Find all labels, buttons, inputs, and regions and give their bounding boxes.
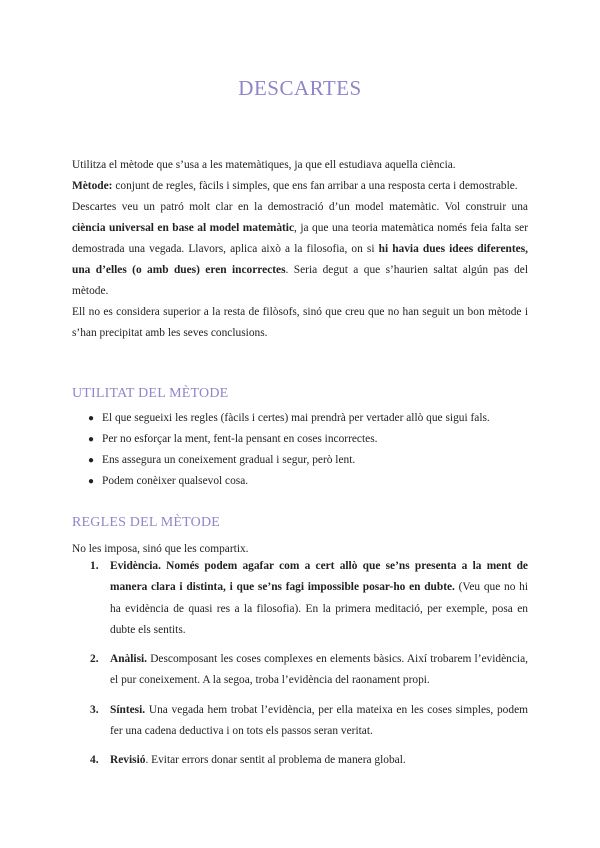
regles-heading: REGLES DEL MÈTODE — [72, 515, 221, 530]
list-item: 2. Anàlisi. Descomposant les coses complexes en elements bàsics. Així trobarem l’evidència, el pur coneixement. A la segoa, troba l’evidència del raonament propi. — [90, 653, 528, 687]
rule-title: Síntesi. — [110, 703, 146, 716]
list-item: 1. Evidència. Només podem agafar com a cert allò que se’ns presenta a la ment de manera clara i distinta, i que se’ns fagi impossible posar-ho en dubte. (Veu que no hi ha evidència de quasi res a la filosofia). En la primera meditació, per exemple, posa en dubte els sentits. — [90, 560, 528, 636]
intro-section — [72, 155, 528, 344]
regles-intro: No les imposa, sinó que les compartix. — [72, 543, 249, 555]
intro-paragraph-3: Descartes veu un patró molt clar en la demostració d’un model matemàtic. Vol construir una ciència universal en base al model matemàtic, ja que una teoria matemàtica només feia falta ser demostrada una vegada. Llavors, aplica això a la filosofia, on si hi havia dues idees diferentes, una d’elles (o amb dues) eren incorrectes. Seria degut a que s’haurien saltat algún pas del mètode. — [72, 201, 528, 297]
list-item: ● El que segueixi les regles (fàcils i certes) mai prendrà per vertader allò que sigui fals. — [72, 408, 528, 429]
list-item: 3. Síntesi. Una vegada hem trobat l’evidència, per ella mateixa en les coses simples, podem fer una cadena deductiva i on tots els passos seran veritat. — [90, 703, 528, 738]
intro-paragraph-1: Utilitza el mètode que s’usa a les matemàtiques, ja que ell estudiava aquella ciència. — [72, 159, 456, 171]
bullet-icon: ● — [88, 434, 95, 445]
intro-paragraph-4: Ell no es considera superior a la resta de filòsofs, sinó que creu que no han seguit un bon mètode i s’han precipitat amb les seves conclusions. — [72, 306, 528, 339]
rule-title: Anàlisi. — [110, 653, 148, 666]
list-item: ● Per no esforçar la ment, fent-la pensant en coses incorrectes. — [72, 429, 528, 450]
utilitat-heading: UTILITAT DEL MÈTODE — [72, 386, 229, 401]
rule-title: Revisió — [110, 754, 146, 767]
document-title: DESCARTES — [238, 76, 362, 100]
intro-paragraph-2: Mètode: conjunt de regles, fàcils i simples, que ens fan arribar a una resposta certa i demostrable. — [72, 180, 518, 192]
utilitat-list — [72, 408, 528, 492]
list-item: ● Ens assegura un coneixement gradual i segur, però lent. — [72, 450, 528, 471]
bullet-icon: ● — [88, 455, 95, 466]
bullet-icon: ● — [88, 413, 95, 424]
bullet-icon: ● — [88, 476, 95, 487]
metode-label: Mètode: — [72, 180, 113, 192]
regles-list — [72, 556, 528, 780]
rule-title: Evidència. — [110, 560, 161, 572]
list-item: 4. Revisió. Evitar errors donar sentit al problema de manera global. — [90, 754, 406, 767]
list-item: ● Podem conèixer qualsevol cosa. — [72, 471, 528, 492]
